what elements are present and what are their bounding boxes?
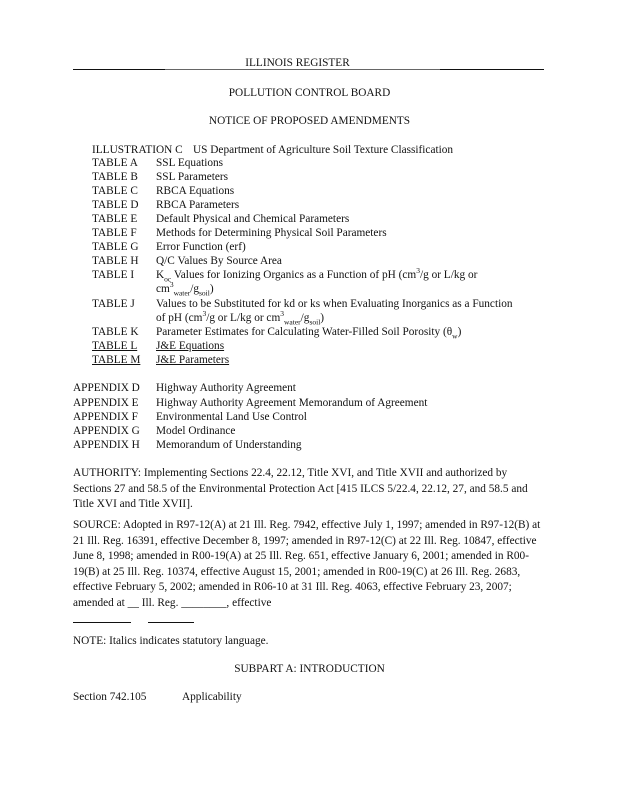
list-item — [92, 170, 229, 184]
item-key: TABLE M — [92, 354, 141, 366]
item-key: TABLE E — [92, 213, 138, 225]
item-desc: Model Ordinance — [156, 425, 236, 437]
list-item — [92, 198, 240, 212]
list-item — [73, 438, 302, 452]
item-key: TABLE C — [92, 185, 138, 197]
blank-line — [148, 622, 194, 623]
item-key: TABLE K — [92, 326, 139, 338]
item-desc-cont: of pH ($cm^3/g$ or L/kg or $cm^3_{water}/g_{soil}$) — [156, 309, 325, 327]
item-key: ILLUSTRATION C — [92, 144, 183, 156]
item-key: TABLE G — [92, 241, 139, 253]
board-title: POLLUTION CONTROL BOARD — [228, 87, 391, 99]
list-item — [92, 226, 387, 240]
item-desc: Highway Authority Agreement Memorandum of Agreement — [156, 397, 428, 409]
item-desc: Environmental Land Use Control — [156, 411, 307, 423]
item-desc: J&E Parameters — [156, 354, 230, 366]
item-key: TABLE A — [92, 157, 138, 169]
item-key: APPENDIX D — [73, 382, 140, 394]
list-item — [92, 266, 478, 298]
list-item — [92, 184, 235, 198]
list-item — [92, 254, 282, 268]
item-key: TABLE L — [92, 340, 138, 352]
authority-paragraph: AUTHORITY: Implementing Sections 22.4, 22.12, Title XVI, and Title XVII and authorized by Sections 27 and 58.5 of the Environmental Protection Act [415 ILCS 5/22.4, 22.12, 27, and 58.5 and Title XVI and Title XVII]. — [73, 467, 528, 511]
item-desc: Parameter Estimates for Calculating Water-Filled Soil Porosity $(\theta_w)$ — [156, 326, 462, 341]
list-item — [73, 410, 307, 424]
item-desc-cont: $cm^3_{water}/g_{soil}$) — [156, 280, 214, 298]
item-key: APPENDIX F — [73, 411, 138, 423]
item-key: APPENDIX E — [73, 397, 139, 409]
list-item — [73, 424, 236, 438]
list-item — [92, 156, 224, 170]
source-paragraph: SOURCE: Adopted in R97-12(A) at 21 Ill. Reg. 7942, effective July 1, 1997; amended in R97-12(B) at 21 Ill. Reg. 16391, effective December 8, 1997; amended in R97-12(C) at 22 Ill. Reg. 10847, effective June 8, 1998; amended in R00-19(A) at 25 Ill. Reg. 651, effective January 6, 2001; amended in R00-19(B) at 25 Ill. Reg. 10374, effective August 15, 2001; amended in R00-19(C) at 26 Ill. Reg. 2683, effective February 5, 2002; amended in R06-10 at 31 Ill. Reg. 4063, effective February 23, 2007; amended at __ Ill. Reg. ________, effective — [73, 519, 541, 609]
item-key: TABLE B — [92, 171, 138, 183]
list-item — [92, 143, 454, 157]
item-key: TABLE I — [92, 269, 135, 281]
list-item — [92, 212, 350, 226]
item-desc: SSL Parameters — [156, 171, 229, 183]
item-key: TABLE D — [92, 199, 139, 211]
item-desc: RBCA Parameters — [156, 199, 240, 211]
item-desc: Highway Authority Agreement — [156, 382, 296, 394]
item-desc: RBCA Equations — [156, 185, 235, 197]
item-desc: SSL Equations — [156, 157, 224, 169]
note-text: NOTE: Italics indicates statutory language. — [73, 635, 269, 647]
item-desc: US Department of Agriculture Soil Texture Classification — [193, 144, 454, 156]
list-item — [73, 381, 296, 395]
item-key: TABLE H — [92, 255, 139, 267]
item-desc: $K_{oc}$ Values for Ionizing Organics as a Function of pH ($cm^3/g$ or L/kg or — [156, 266, 478, 284]
item-key: TABLE J — [92, 298, 135, 310]
blank-line — [73, 622, 131, 623]
list-item — [92, 353, 230, 367]
list-item — [92, 325, 462, 341]
item-desc: Methods for Determining Physical Soil Parameters — [156, 227, 387, 239]
list-item — [73, 396, 428, 410]
subpart-title: SUBPART A: INTRODUCTION — [234, 663, 385, 675]
item-key: APPENDIX G — [73, 425, 140, 437]
register-title: ILLINOIS REGISTER — [245, 57, 350, 69]
list-item — [92, 339, 225, 353]
list-item — [92, 297, 513, 327]
section-title: Applicability — [182, 691, 242, 703]
item-desc: Default Physical and Chemical Parameters — [156, 213, 350, 225]
item-desc: Memorandum of Understanding — [156, 439, 302, 451]
item-key: TABLE F — [92, 227, 137, 239]
notice-title: NOTICE OF PROPOSED AMENDMENTS — [208, 115, 411, 127]
list-item — [92, 240, 246, 254]
item-desc: Error Function (erf) — [156, 241, 246, 253]
item-desc: Q/C Values By Source Area — [156, 255, 282, 267]
section-number: Section 742.105 — [73, 691, 147, 703]
item-desc: Values to be Substituted for kd or ks when Evaluating Inorganics as a Function — [156, 298, 513, 310]
item-desc: J&E Equations — [156, 340, 225, 352]
item-key: APPENDIX H — [73, 439, 140, 451]
